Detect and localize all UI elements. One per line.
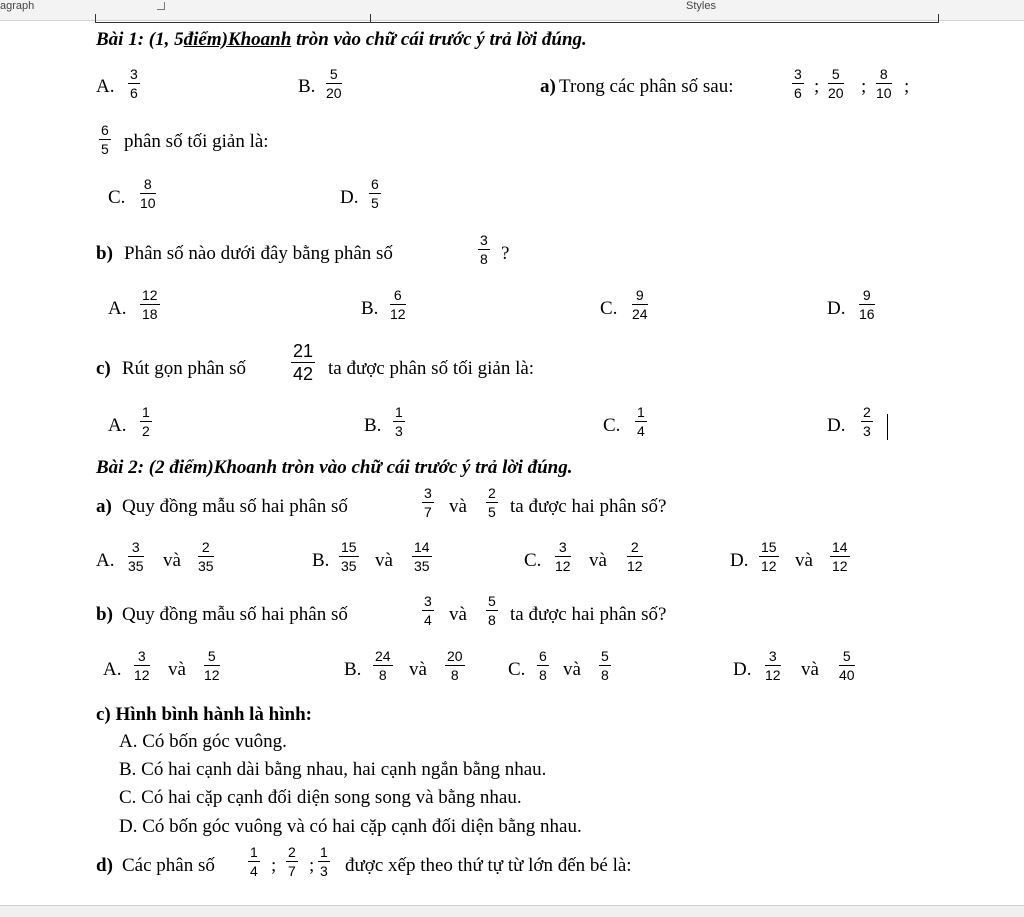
fraction: 2 3 [863,404,871,439]
and-word: và [163,550,181,571]
option-letter[interactable]: C. [603,415,621,436]
and-word: và [409,659,427,680]
option-letter[interactable]: C. [600,298,618,319]
fraction: 1 3 [320,844,328,879]
question-text: Rút gọn phân số [122,358,247,379]
bai1-title-suffix: tròn vào chữ cái trước ý trả lời đúng. [291,29,587,50]
fraction: 2 5 [488,485,496,520]
and-word: và [168,659,186,680]
option-letter[interactable]: A. [103,659,122,680]
answer-option[interactable]: D. Có bốn góc vuông và có hai cặp cạnh đối diện bằng nhau. [119,816,582,837]
separator: ; [309,855,315,876]
question-label: a) [96,496,112,517]
fraction: 20 8 [447,648,463,683]
fraction: 8 10 [140,176,156,211]
fraction: 6 5 [101,122,109,157]
dialog-launcher-icon[interactable] [157,2,165,10]
and-word: và [449,496,467,517]
fraction: 21 42 [293,341,314,384]
fraction: 8 10 [876,66,892,101]
fraction: 3 4 [424,593,432,628]
option-letter[interactable]: A. [108,415,127,436]
fraction: 14 12 [832,539,848,574]
option-letter[interactable]: A. [96,76,115,97]
fraction: 24 8 [375,648,391,683]
question-text: Phân số nào dưới đây bằng phân số [124,243,393,264]
fraction: 15 35 [341,539,357,574]
fraction: 5 20 [828,66,844,101]
question-label: b) [96,243,113,264]
bai1-title[interactable] [96,29,587,51]
fraction: 2 12 [627,539,643,574]
option-letter[interactable]: B. [344,659,362,680]
option-letter[interactable]: C. [508,659,526,680]
answer-option[interactable]: A. Có bốn góc vuông. [119,731,287,752]
and-word: và [563,659,581,680]
fraction: 6 8 [539,648,547,683]
question-label: c) [96,358,111,379]
fraction: 9 24 [632,287,648,322]
option-letter[interactable]: B. [312,550,330,571]
option-letter[interactable]: B. [361,298,379,319]
question-title: c) Hình bình hành là hình: [96,704,312,725]
fraction: 6 12 [390,287,406,322]
option-letter[interactable]: B. [298,76,316,97]
option-letter[interactable]: D. [730,550,749,571]
answer-option[interactable]: B. Có hai cạnh dài bằng nhau, hai cạnh ngắn bằng nhau. [119,759,547,780]
and-word: và [375,550,393,571]
option-letter[interactable]: A. [96,550,115,571]
fraction: 3 6 [130,66,138,101]
option-letter[interactable]: D. [733,659,752,680]
fraction: 12 18 [142,287,158,322]
option-letter[interactable]: D. [340,187,359,208]
option-letter[interactable]: D. [827,415,846,436]
fraction: 3 12 [555,539,571,574]
option-letter[interactable]: D. [827,298,846,319]
option-letter[interactable]: B. [364,415,382,436]
fraction: 3 35 [128,539,144,574]
fraction: 5 20 [326,66,342,101]
and-word: và [795,550,813,571]
fraction: 3 12 [134,648,150,683]
separator: ; [904,76,910,97]
fraction: 1 3 [395,404,403,439]
fraction: 1 4 [637,404,645,439]
fraction: 15 12 [761,539,777,574]
fraction: 1 2 [142,404,150,439]
fraction: 5 40 [839,648,855,683]
option-letter[interactable]: C. [108,187,126,208]
fraction: 6 5 [371,176,379,211]
question-text: ta được phân số tối giản là: [328,358,535,379]
bai1-title-points: điểm)Khoanh [183,29,292,50]
separator: ; [861,76,867,97]
and-word: và [589,550,607,571]
fraction: 5 12 [204,648,220,683]
fraction: 3 12 [765,648,781,683]
fraction: 5 8 [488,593,496,628]
fraction: 3 7 [424,485,432,520]
text-cursor [887,414,888,440]
question-text: Quy đồng mẫu số hai phân số [122,496,348,517]
question-text: phân số tối giản là: [124,131,269,152]
ruler[interactable] [95,14,939,23]
question-text: Quy đồng mẫu số hai phân số [122,604,348,625]
question-label: b) [96,604,113,625]
fraction: 3 6 [794,66,802,101]
separator: ; [814,76,820,97]
option-letter[interactable]: A. [108,298,127,319]
question-text: Trong các phân số sau: [559,76,734,97]
paragraph-group-label: agraph [0,0,35,12]
question-text: Các phân số [122,855,215,876]
question-label: a) [540,76,556,97]
fraction: 14 35 [414,539,430,574]
question-text: được xếp theo thứ tự từ lớn đến bé là: [345,855,632,876]
fraction: 2 7 [288,844,296,879]
question-text: ta được hai phân số? [510,604,667,625]
and-word: và [801,659,819,680]
question-end: ? [501,243,510,264]
styles-group-label: Styles [686,0,716,12]
bai2-title[interactable]: Bài 2: (2 điểm)Khoanh tròn vào chữ cái trước ý trả lời đúng. [96,457,573,478]
and-word: và [449,604,467,625]
fraction: 3 8 [480,232,488,267]
answer-option[interactable]: C. Có hai cặp cạnh đối diện song song và bằng nhau. [119,787,522,808]
option-letter[interactable]: C. [524,550,542,571]
status-bar [0,905,1024,917]
fraction: 2 35 [198,539,214,574]
fraction: 1 4 [250,844,258,879]
question-text: ta được hai phân số? [510,496,667,517]
ruler-tab-stop[interactable] [370,14,371,22]
separator: ; [271,855,277,876]
fraction: 5 8 [601,648,609,683]
fraction: 9 16 [859,287,875,322]
question-label: d) [96,855,113,876]
bai1-title-prefix: Bài 1: (1, 5 [96,29,184,50]
